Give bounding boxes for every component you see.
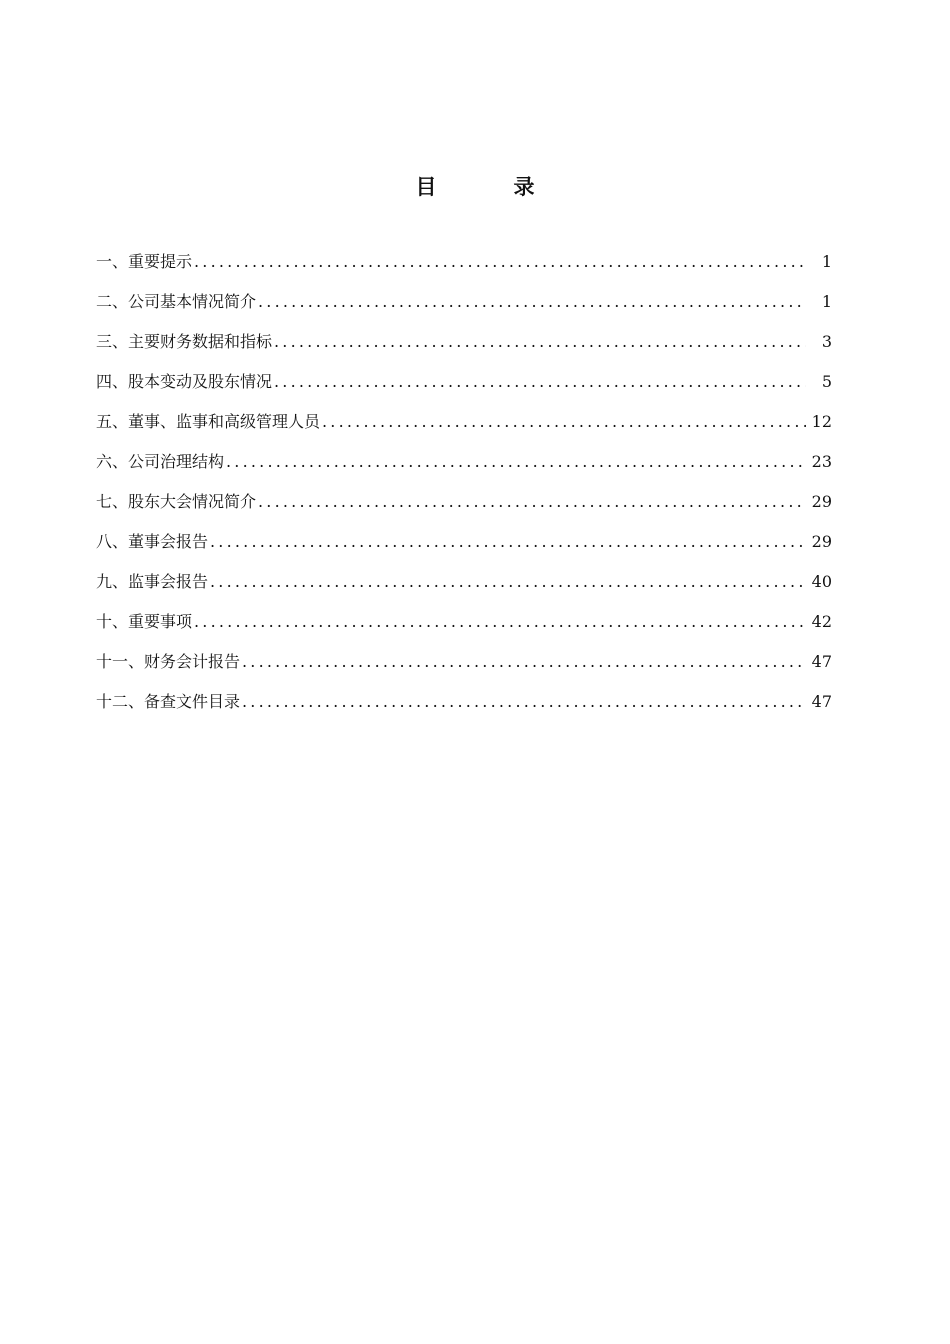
toc-entry-label: 一、重要提示 [96, 252, 193, 271]
toc-entry-significant-matters[interactable] [96, 608, 832, 648]
dot-leader [258, 488, 806, 516]
toc-entry-financial-report[interactable] [96, 648, 832, 688]
dot-leader [194, 248, 806, 276]
toc-entry-page: 47 [811, 692, 832, 711]
toc-entry-page: 1 [821, 252, 832, 271]
toc-entry-page: 12 [811, 412, 832, 431]
toc-entry-page: 1 [821, 292, 832, 311]
toc-entry-page: 40 [811, 572, 832, 591]
toc-title: 目 录 [415, 174, 563, 199]
toc-entry-directors-management[interactable] [96, 408, 832, 448]
toc-entry-shareholder-meetings[interactable] [96, 488, 832, 528]
dot-leader [322, 408, 806, 436]
dot-leader [194, 608, 806, 636]
toc-entry-page: 29 [811, 492, 832, 511]
dot-leader [210, 568, 806, 596]
toc-entry-important-notice[interactable] [96, 248, 832, 288]
toc-entry-page: 29 [811, 532, 832, 551]
toc-entry-label: 六、公司治理结构 [96, 452, 225, 471]
toc-entry-share-changes[interactable] [96, 368, 832, 408]
toc-entry-label: 七、股东大会情况简介 [96, 492, 257, 511]
toc-entry-label: 八、董事会报告 [96, 532, 209, 551]
toc-entry-reference-documents[interactable] [96, 688, 832, 728]
toc-entry-page: 3 [821, 332, 832, 351]
table-of-contents [96, 248, 832, 728]
toc-entry-page: 42 [811, 612, 832, 631]
toc-entry-governance[interactable] [96, 448, 832, 488]
dot-leader [242, 648, 806, 676]
dot-leader [226, 448, 806, 476]
dot-leader [242, 688, 806, 716]
toc-entry-label: 四、股本变动及股东情况 [96, 372, 273, 391]
dot-leader [210, 528, 806, 556]
dot-leader [274, 328, 806, 356]
toc-entry-company-profile[interactable] [96, 288, 832, 328]
toc-entry-page: 47 [811, 652, 832, 671]
toc-entry-board-report[interactable] [96, 528, 832, 568]
toc-entry-label: 十二、备查文件目录 [96, 692, 241, 711]
dot-leader [258, 288, 806, 316]
dot-leader [274, 368, 806, 396]
toc-entry-label: 二、公司基本情况简介 [96, 292, 257, 311]
toc-entry-label: 五、董事、监事和高级管理人员 [96, 412, 321, 431]
toc-entry-label: 十、重要事项 [96, 612, 193, 631]
toc-entry-page: 5 [821, 372, 832, 391]
toc-entry-page: 23 [811, 452, 832, 471]
toc-entry-label: 三、主要财务数据和指标 [96, 332, 273, 351]
toc-entry-financial-data[interactable] [96, 328, 832, 368]
toc-entry-label: 十一、财务会计报告 [96, 652, 241, 671]
toc-entry-label: 九、监事会报告 [96, 572, 209, 591]
toc-entry-supervisory-report[interactable] [96, 568, 832, 608]
